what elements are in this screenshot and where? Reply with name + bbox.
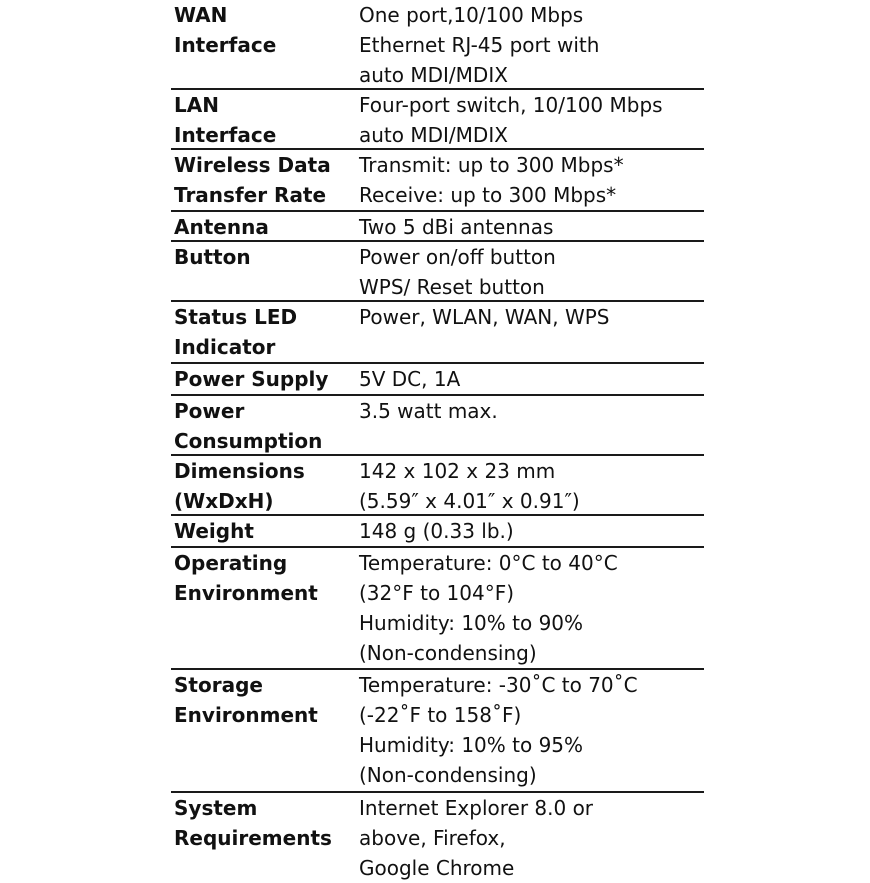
spec-label-line: Storage xyxy=(174,673,263,697)
spec-value-line: (-22˚F to 158˚F) xyxy=(359,703,522,727)
spec-value-line: (32°F to 104°F) xyxy=(359,581,515,605)
spec-value-line: Receive: up to 300 Mbps* xyxy=(359,183,617,207)
spec-label xyxy=(174,548,356,608)
spec-label-line: System xyxy=(174,796,258,820)
spec-row-status-led xyxy=(171,302,704,364)
spec-row-operating-environment xyxy=(171,548,704,670)
spec-value xyxy=(359,0,704,90)
spec-value xyxy=(359,456,704,516)
spec-value xyxy=(359,302,704,332)
spec-value-line: Temperature: 0°C to 40°C xyxy=(359,551,618,575)
spec-label-line: Button xyxy=(174,245,251,269)
spec-row-wan xyxy=(171,0,704,90)
spec-value-line: Google Chrome xyxy=(359,856,515,880)
spec-row-weight xyxy=(171,516,704,548)
spec-label-line: LAN xyxy=(174,93,219,117)
spec-value-line: above, Firefox, xyxy=(359,826,506,850)
spec-label-line: WAN xyxy=(174,3,228,27)
spec-label xyxy=(174,242,356,272)
spec-label-line: Operating xyxy=(174,551,288,575)
spec-value xyxy=(359,242,704,302)
spec-value-line: auto MDI/MDIX xyxy=(359,63,508,87)
spec-row-lan xyxy=(171,90,704,150)
spec-value xyxy=(359,396,704,426)
spec-label-line: Power xyxy=(174,399,245,423)
spec-label-line: Weight xyxy=(174,519,254,543)
spec-value-line: 142 x 102 x 23 mm xyxy=(359,459,556,483)
spec-value-line: (Non-condensing) xyxy=(359,641,537,665)
spec-value-line: Ethernet RJ-45 port with xyxy=(359,33,600,57)
spec-value-line: Humidity: 10% to 90% xyxy=(359,611,584,635)
spec-row-button xyxy=(171,242,704,302)
spec-label-line: Requirements xyxy=(174,826,332,850)
spec-value-line: Four-port switch, 10/100 Mbps xyxy=(359,93,663,117)
spec-value xyxy=(359,670,704,790)
spec-label-line: Transfer Rate xyxy=(174,183,327,207)
spec-value-line: Power on/off button xyxy=(359,245,556,269)
spec-value-line: auto MDI/MDIX xyxy=(359,123,508,147)
spec-value-line: (Non-condensing) xyxy=(359,763,537,787)
spec-value-line: (5.59″ x 4.01″ x 0.91″) xyxy=(359,489,580,513)
spec-value-line: 3.5 watt max. xyxy=(359,399,498,423)
spec-value-line: Transmit: up to 300 Mbps* xyxy=(359,153,624,177)
spec-value xyxy=(359,548,704,668)
spec-value-line: WPS/ Reset button xyxy=(359,275,545,299)
spec-label-line: Consumption xyxy=(174,429,323,453)
spec-row-power-consumption xyxy=(171,396,704,456)
spec-label-line: Interface xyxy=(174,33,277,57)
spec-value xyxy=(359,516,704,546)
spec-label xyxy=(174,793,356,853)
spec-label xyxy=(174,150,356,210)
spec-label-line: Interface xyxy=(174,123,277,147)
spec-value-line: Two 5 dBi antennas xyxy=(359,215,554,239)
spec-value xyxy=(359,212,704,242)
spec-row-power-supply xyxy=(171,364,704,396)
spec-row-dimensions xyxy=(171,456,704,516)
spec-label-line: Indicator xyxy=(174,335,276,359)
spec-label xyxy=(174,456,356,516)
spec-label xyxy=(174,302,356,362)
spec-label xyxy=(174,0,356,60)
spec-value xyxy=(359,364,704,394)
spec-value-line: Power, WLAN, WAN, WPS xyxy=(359,305,610,329)
spec-label xyxy=(174,396,356,456)
spec-label-line: Dimensions xyxy=(174,459,305,483)
spec-label-line: (WxDxH) xyxy=(174,489,274,513)
spec-value xyxy=(359,90,704,150)
spec-label xyxy=(174,212,356,242)
spec-value xyxy=(359,150,704,210)
spec-label-line: Wireless Data xyxy=(174,153,331,177)
spec-label xyxy=(174,364,356,394)
spec-row-storage-environment xyxy=(171,670,704,793)
spec-label xyxy=(174,516,356,546)
spec-label xyxy=(174,670,356,730)
spec-label-line: Environment xyxy=(174,581,318,605)
spec-label xyxy=(174,90,356,150)
spec-label-line: Status LED xyxy=(174,305,298,329)
spec-row-wireless-rate xyxy=(171,150,704,212)
spec-label-line: Power Supply xyxy=(174,367,329,391)
spec-value-line: 5V DC, 1A xyxy=(359,367,461,391)
spec-value-line: 148 g (0.33 lb.) xyxy=(359,519,514,543)
spec-row-antenna xyxy=(171,212,704,242)
spec-label-line: Antenna xyxy=(174,215,269,239)
spec-value-line: Humidity: 10% to 95% xyxy=(359,733,584,757)
spec-value-line: Temperature: -30˚C to 70˚C xyxy=(359,673,638,697)
spec-table xyxy=(171,0,704,883)
spec-label-line: Environment xyxy=(174,703,318,727)
spec-value-line: One port,10/100 Mbps xyxy=(359,3,584,27)
spec-value-line: Internet Explorer 8.0 or xyxy=(359,796,594,820)
